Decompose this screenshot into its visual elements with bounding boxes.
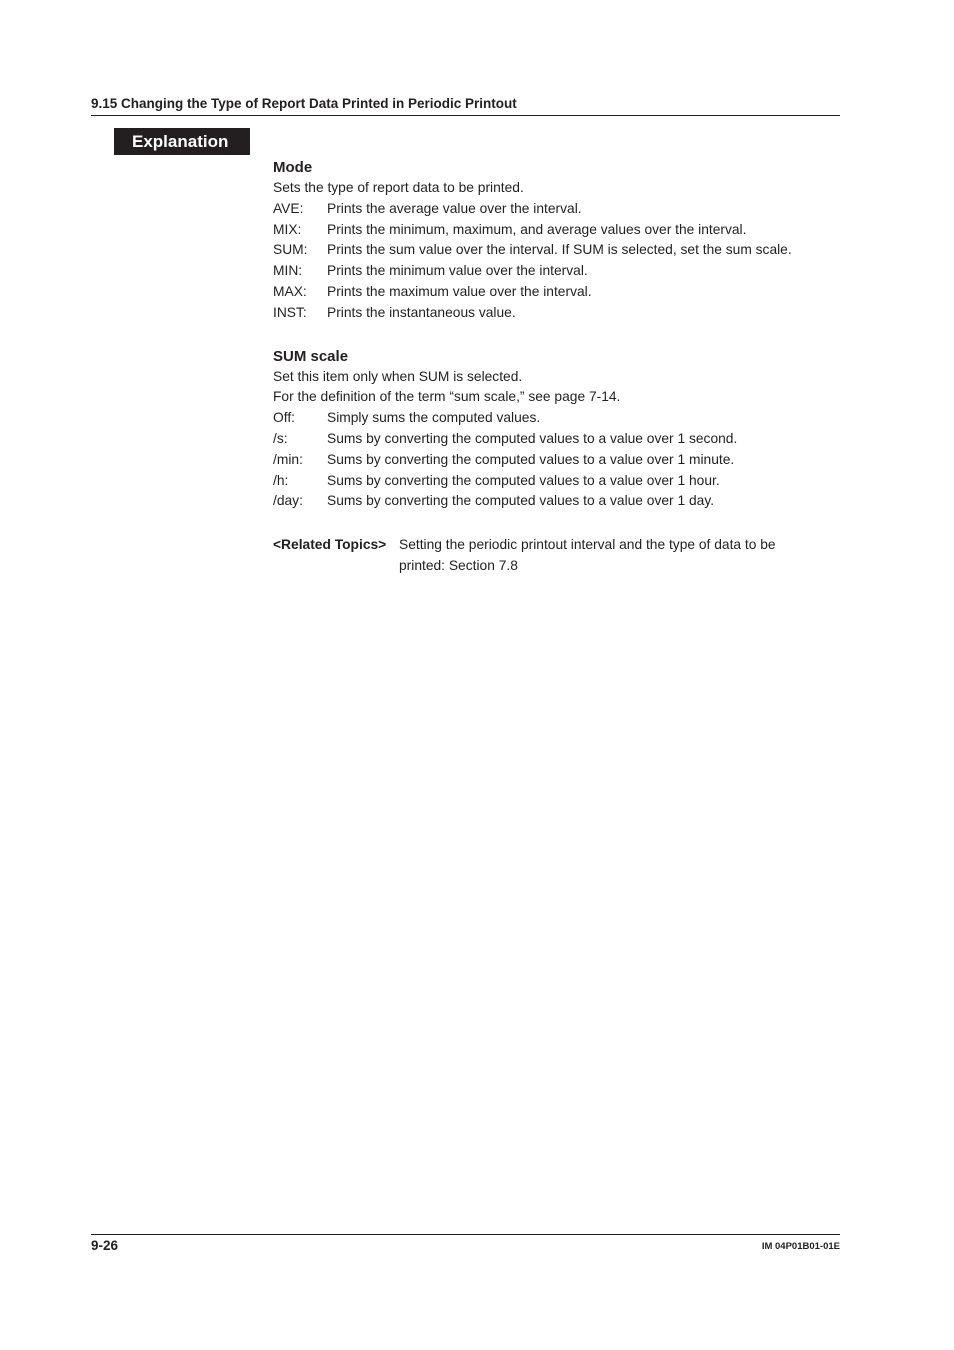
list-item: [273, 220, 840, 241]
sum-scale-intro: Set this item only when SUM is selected.: [273, 368, 523, 384]
item-term: Off:: [273, 410, 295, 426]
related-topics-label: <Related Topics>: [273, 537, 387, 553]
item-description: Sums by converting the computed values to a value over 1 day.: [327, 493, 715, 509]
sum-scale-heading: SUM scale: [273, 347, 349, 365]
list-item: [273, 303, 840, 324]
item-term: MIX:: [273, 221, 302, 237]
item-description: Sums by converting the computed values to a value over 1 hour.: [327, 472, 720, 488]
section-title: 9.15 Changing the Type of Report Data Printed in Periodic Printout: [91, 96, 517, 111]
list-item: [273, 240, 840, 261]
item-term: MAX:: [273, 283, 307, 299]
item-term: /h:: [273, 472, 289, 488]
page-number: 9-26: [91, 1238, 119, 1253]
mode-heading: Mode: [273, 159, 313, 176]
item-term: /day:: [273, 493, 303, 509]
mode-list: [273, 199, 840, 324]
item-term: AVE:: [273, 200, 304, 216]
list-item: [273, 429, 840, 450]
item-term: /s:: [273, 430, 288, 446]
list-item: [273, 408, 840, 429]
item-term: MIN:: [273, 263, 303, 279]
item-description: Prints the average value over the interval.: [327, 200, 582, 216]
page-header: [91, 95, 840, 116]
mode-intro: Sets the type of report data to be printed.: [273, 180, 524, 195]
spacer: [273, 324, 840, 347]
page-footer: [91, 1234, 840, 1255]
sum-scale-list: [273, 408, 840, 512]
item-description: Prints the minimum value over the interval.: [327, 263, 588, 279]
sum-scale-reference: For the definition of the term “sum scale,” see page 7-14.: [273, 389, 621, 405]
document-id: IM 04P01B01-01E: [761, 1241, 840, 1252]
item-description: Prints the maximum value over the interval.: [327, 283, 592, 299]
list-item: [273, 261, 840, 282]
list-item: [273, 282, 840, 303]
item-description: Prints the instantaneous value.: [327, 304, 516, 320]
item-description: Sums by converting the computed values to a value over 1 second.: [327, 430, 738, 446]
item-description: Prints the minimum, maximum, and average values over the interval.: [327, 221, 747, 237]
list-item: [273, 471, 840, 492]
item-term: SUM:: [273, 242, 308, 258]
main-content: [273, 158, 840, 577]
item-description: Simply sums the computed values.: [327, 410, 541, 426]
item-description: Sums by converting the computed values to a value over 1 minute.: [327, 451, 735, 467]
explanation-tab: Explanation: [114, 128, 250, 155]
item-term: INST:: [273, 304, 307, 320]
item-description: Prints the sum value over the interval. If SUM is selected, set the sum scale.: [327, 242, 792, 258]
list-item: [273, 491, 840, 512]
list-item: [273, 450, 840, 471]
related-topics-text: Setting the periodic printout interval and the type of data to be printed: Section 7.8: [399, 537, 776, 573]
related-topics: [273, 535, 840, 577]
spacer: [273, 512, 840, 535]
list-item: [273, 199, 840, 220]
item-term: /min:: [273, 451, 303, 467]
